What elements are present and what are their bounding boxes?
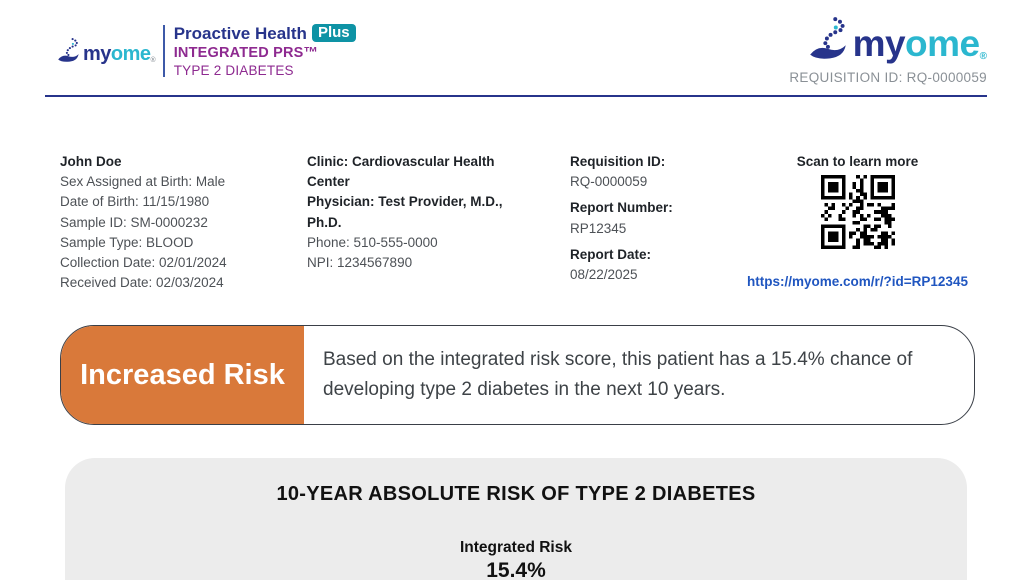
product-subtitle: INTEGRATED PRS™ <box>173 45 319 61</box>
requisition-id-group <box>570 152 740 192</box>
requisition-id-value: RQ-0000059 <box>570 174 648 190</box>
requisition-info <box>570 152 740 293</box>
patient-sample-type: Sample Type: BLOOD <box>60 234 194 250</box>
report-header <box>45 0 987 97</box>
report-number-value: RP12345 <box>570 220 627 236</box>
report-number-group <box>570 198 740 238</box>
clinic-npi: NPI: 1234567890 <box>307 255 413 271</box>
patient-dob: Date of Birth: 11/15/1980 <box>60 194 210 210</box>
myome-logo-large <box>808 16 987 62</box>
requisition-id-label: Requisition ID: <box>570 154 666 169</box>
myome-hand-icon <box>57 37 81 64</box>
info-section <box>60 152 975 293</box>
report-date-group <box>570 245 740 285</box>
risk-description: Based on the integrated risk score, this patient has a 15.4% chance of developing type 2 diabetes in the next 10 years. <box>323 349 913 400</box>
clinic-info <box>307 152 537 293</box>
qr-section <box>740 152 975 293</box>
patient-sample-id: Sample ID: SM-0000232 <box>60 214 208 230</box>
clinic-phone: Phone: 510-555-0000 <box>307 234 438 250</box>
patient-received-date: Received Date: 02/03/2024 <box>60 275 224 291</box>
product-name: Proactive Health Plus <box>174 24 356 42</box>
patient-collection-date: Collection Date: 02/01/2024 <box>60 255 227 271</box>
myome-wordmark: myome <box>83 43 151 65</box>
physician-name: Physician: Test Provider, M.D., Ph.D. <box>307 194 503 230</box>
qr-caption: Scan to learn more <box>796 154 919 169</box>
brand-right <box>789 16 987 85</box>
integrated-risk-label: Integrated Risk <box>460 539 572 556</box>
patient-info <box>60 152 307 293</box>
qr-link[interactable]: https://myome.com/r/?id=RP12345 <box>747 274 968 290</box>
report-date-label: Report Date: <box>570 246 652 262</box>
integrated-risk-value: 15.4% <box>486 559 546 580</box>
myome-wordmark: myome <box>852 23 980 64</box>
plus-badge: Plus <box>312 24 356 42</box>
risk-banner <box>60 325 975 425</box>
report-number-label: Report Number: <box>570 200 673 216</box>
product-block <box>174 24 356 77</box>
qr-code <box>821 175 895 249</box>
absolute-risk-panel <box>65 458 967 580</box>
patient-name: John Doe <box>60 154 122 169</box>
risk-category-label: Increased Risk <box>61 326 304 424</box>
panel-title: 10-YEAR ABSOLUTE RISK OF TYPE 2 DIABETES <box>276 483 756 505</box>
myome-logo-small <box>57 37 156 64</box>
brand-left <box>57 24 356 77</box>
registered-mark: ® <box>979 51 987 62</box>
requisition-id-line: REQUISITION ID: RQ-0000059 <box>789 70 987 85</box>
clinic-name: Clinic: Cardiovascular Health Center <box>307 154 495 190</box>
registered-mark: ® <box>150 57 156 64</box>
product-condition: TYPE 2 DIABETES <box>173 62 294 78</box>
myome-hand-icon <box>808 16 850 62</box>
report-date-value: 08/22/2025 <box>570 267 638 283</box>
patient-sex: Sex Assigned at Birth: Male <box>60 174 226 190</box>
brand-divider <box>163 25 165 77</box>
